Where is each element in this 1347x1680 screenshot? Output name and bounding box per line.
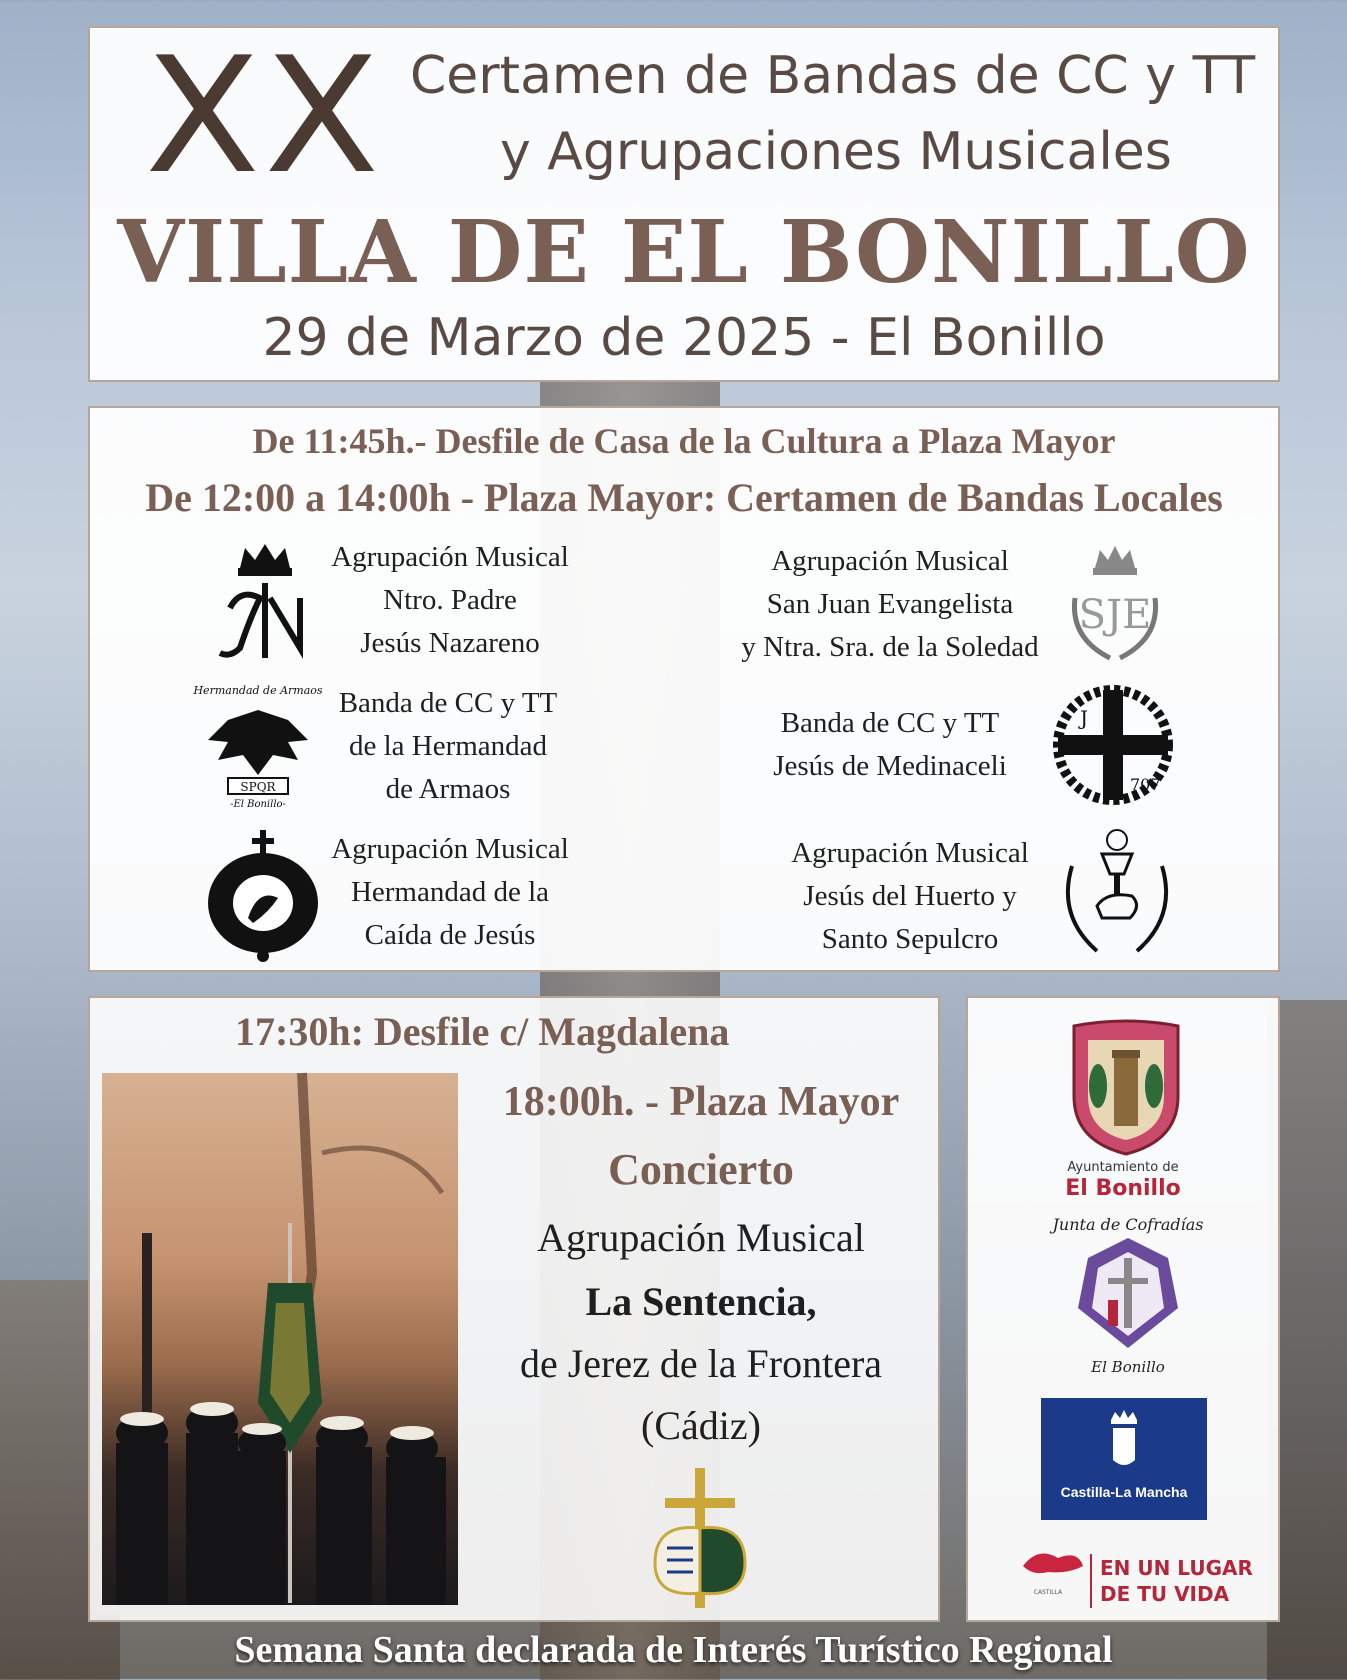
clm-label: Castilla-La Mancha: [1060, 1484, 1188, 1500]
junta-cofradias-emblem-logo: [1052, 1208, 1204, 1383]
svg-text:Hermandad de Armaos: Hermandad de Armaos: [193, 684, 323, 697]
ayuntamiento-label: Ayuntamiento de: [1067, 1160, 1179, 1175]
ayuntamiento-name: El Bonillo: [1065, 1176, 1181, 1201]
caida-jesus-emblem-logo: [198, 828, 328, 968]
subtitle-line-2: y Agrupaciones Musicales: [500, 122, 1172, 182]
edition-number: XX: [145, 22, 384, 209]
concert-panel: [88, 996, 940, 1622]
lugar-slogan-line-1: EN UN LUGAR: [1100, 1556, 1253, 1580]
concert-time-place: 18:00h. - Plaza Mayor: [502, 1079, 900, 1125]
band-line: Banda de CC y TT: [780, 707, 1000, 739]
svg-text:Junta de Cofradías: Junta de Cofradías: [1052, 1215, 1204, 1234]
band-line: Agrupación Musical: [331, 833, 569, 865]
parade-time: 17:30h: Desfile c/ Magdalena: [235, 1009, 730, 1054]
castilla-la-mancha-logo: [1041, 1398, 1207, 1520]
schedule-line-2: De 12:00 a 14:00h - Plaza Mayor: Certamen de Bandas Locales: [145, 475, 1223, 520]
band-card-medinaceli: [750, 702, 1030, 788]
concert-label: Concierto: [608, 1145, 794, 1194]
sponsors-panel: [966, 996, 1280, 1622]
header-panel: [88, 22, 1280, 382]
band-line: Hermandad de la: [350, 876, 550, 908]
gold-cross-emblem-logo: [645, 1468, 755, 1613]
band-line: Banda de CC y TT: [338, 687, 558, 719]
band-card-jesus-huerto: [770, 832, 1050, 961]
band-line: Ntro. Padre: [383, 584, 517, 616]
band-line: Agrupación Musical: [791, 837, 1029, 869]
ayuntamiento-coat-of-arms-logo: [1064, 1016, 1188, 1161]
band-line: Jesús del Huerto y: [803, 880, 1017, 912]
concert-group-line-1: Agrupación Musical: [537, 1215, 865, 1260]
schedule-line-1: De 11:45h.- Desfile de Casa de la Cultura a Plaza Mayor: [252, 421, 1116, 461]
event-title: VILLA DE EL BONILLO: [117, 202, 1251, 303]
band-line: de la Hermandad: [348, 730, 548, 762]
band-line: Santo Sepulcro: [821, 923, 999, 955]
band-line: Jesús de Medinaceli: [773, 750, 1007, 782]
svg-text:CASTILLA: CASTILLA: [1033, 1589, 1063, 1596]
svg-text:El Bonillo: El Bonillo: [1091, 1358, 1165, 1376]
en-un-lugar-logo-mark: [1018, 1546, 1088, 1611]
svg-text:J: J: [1080, 706, 1089, 730]
band-line: de Armaos: [385, 773, 511, 805]
svg-text:SJE: SJE: [1078, 592, 1152, 638]
band-line: Jesús Nazareno: [360, 627, 540, 659]
band-card-san-juan: [730, 540, 1050, 669]
svg-text:SPQR: SPQR: [240, 780, 276, 794]
svg-text:707: 707: [1130, 775, 1161, 794]
band-card-caida-jesus: [320, 828, 580, 957]
lugar-divider: [1090, 1554, 1092, 1608]
concert-group-line-3: de Jerez de la Frontera: [519, 1341, 883, 1386]
crown-wreath-sje-logo: [1060, 538, 1170, 673]
lugar-slogan-line-2: DE TU VIDA: [1100, 1582, 1230, 1606]
subtitle-line-1: Certamen de Bandas de CC y TT: [410, 46, 1256, 106]
svg-text:-El Bonillo-: -El Bonillo-: [230, 799, 286, 810]
band-card-armaos: [328, 682, 568, 811]
schedule-panel: [88, 406, 1280, 972]
band-line: y Ntra. Sra. de la Soledad: [741, 631, 1039, 663]
band-line: Agrupación Musical: [771, 545, 1009, 577]
band-line: Caída de Jesús: [364, 919, 536, 951]
chalice-lamb-wreath-logo: [1052, 826, 1182, 966]
band-card-jesus-nazareno: [320, 536, 580, 665]
band-line: Agrupación Musical: [331, 541, 569, 573]
concert-group-name: La Sentencia,: [585, 1279, 817, 1324]
band-photo: [102, 1073, 458, 1605]
cross-thorn-crown-logo: [1048, 680, 1178, 815]
crown-monogram-jn-logo: [210, 538, 320, 673]
eagle-spqr-logo: [193, 680, 323, 815]
footer-declaration: Semana Santa declarada de Interés Turístico Regional: [234, 1629, 1113, 1671]
concert-group-line-4: (Cádiz): [641, 1403, 761, 1448]
event-date-place: 29 de Marzo de 2025 - El Bonillo: [262, 308, 1106, 368]
band-line: San Juan Evangelista: [766, 588, 1014, 620]
